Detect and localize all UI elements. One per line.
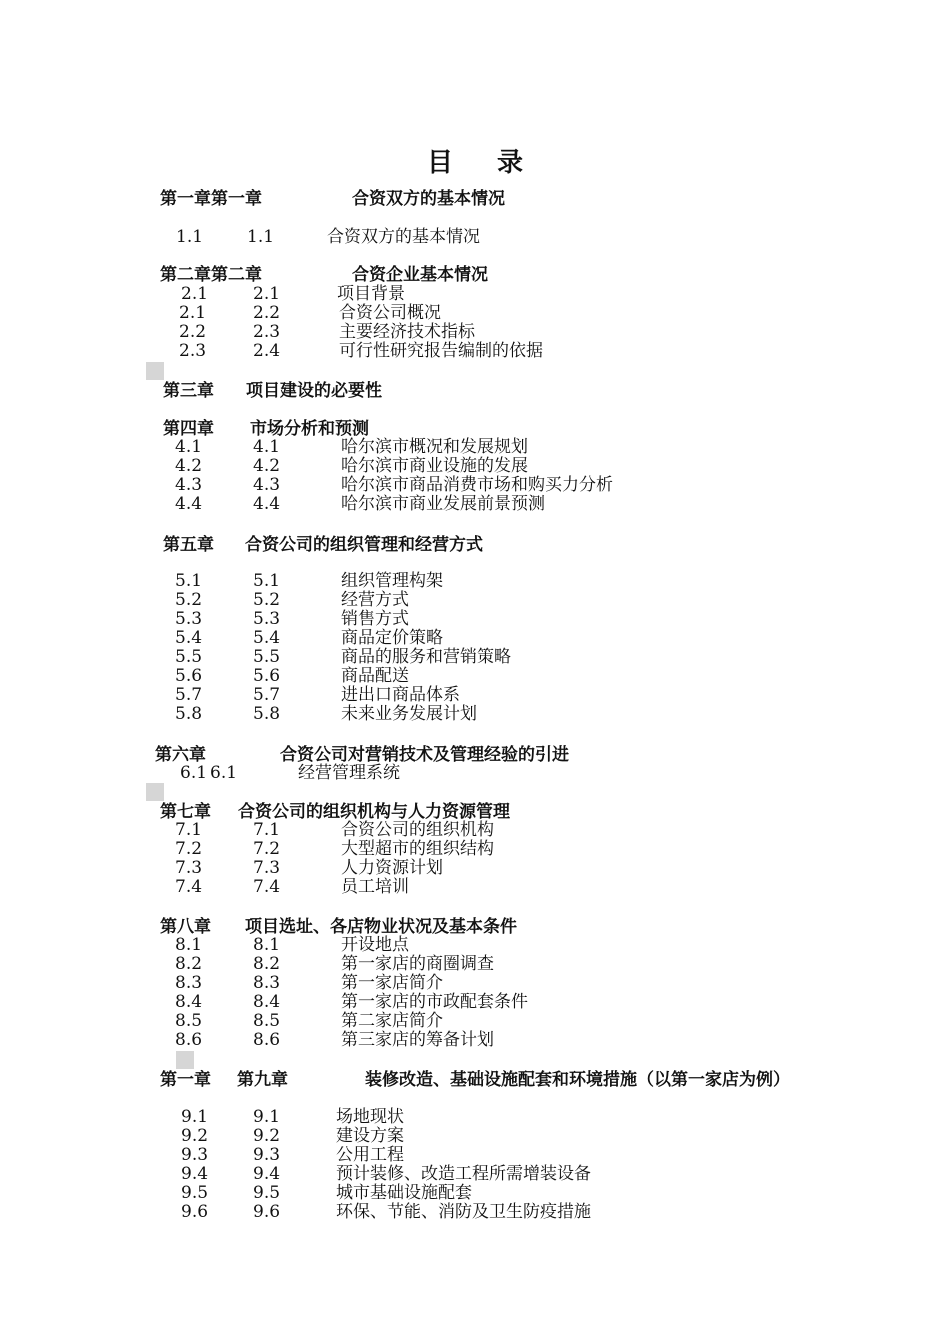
toc-entry: 主要经济技术指标: [339, 322, 475, 342]
chapter-9-title-note: （以第一家店为例）: [637, 1070, 790, 1090]
chapter-9-title: [365, 1070, 790, 1090]
toc-entry: 销售方式: [341, 609, 409, 629]
chapter-9-number: 第九章: [237, 1070, 288, 1090]
toc-number: 4.3: [253, 475, 281, 495]
toc-number: 2.4: [253, 341, 281, 361]
toc-number: 1.1: [176, 227, 204, 247]
toc-entry: 城市基础设施配套: [336, 1183, 472, 1203]
toc-number: 5.2: [175, 590, 203, 610]
toc-number: 9.5: [181, 1183, 209, 1203]
toc-number: 8.3: [253, 973, 281, 993]
chapter-1-number: 第一章第一章: [160, 189, 262, 209]
toc-entry: 哈尔滨市商品消费市场和购买力分析: [341, 475, 613, 495]
toc-number: 9.3: [253, 1145, 281, 1165]
toc-number: 4.2: [175, 456, 203, 476]
toc-entry: 商品的服务和营销策略: [341, 647, 511, 667]
toc-number: 2.3: [253, 322, 281, 342]
toc-number: 8.1: [175, 935, 203, 955]
toc-number: 8.4: [175, 992, 203, 1012]
toc-number: 7.4: [253, 877, 281, 897]
chapter-9-title-main: 装修改造、基础设施配套和环境措施: [365, 1070, 637, 1090]
toc-number: 5.1: [253, 571, 281, 591]
chapter-8-title: 项目选址、各店物业状况及基本条件: [245, 917, 517, 937]
chapter-9-prefix: 第一章: [160, 1070, 211, 1090]
toc-number: 2.1: [179, 303, 207, 323]
gray-marker: [146, 362, 164, 380]
toc-number: 8.6: [175, 1030, 203, 1050]
toc-number: 8.6: [253, 1030, 281, 1050]
chapter-3-title: 项目建设的必要性: [246, 381, 382, 401]
toc-number: 9.6: [181, 1202, 209, 1222]
toc-number: 2.2: [179, 322, 207, 342]
toc-entry: 哈尔滨市商业设施的发展: [341, 456, 528, 476]
toc-number: 9.6: [253, 1202, 281, 1222]
toc-entry: 进出口商品体系: [341, 685, 460, 705]
chapter-2-number: 第二章第二章: [160, 265, 262, 285]
toc-number: 7.2: [175, 839, 203, 859]
toc-number: 5.6: [175, 666, 203, 686]
toc-entry: 人力资源计划: [341, 858, 443, 878]
toc-entry: 大型超市的组织结构: [341, 839, 494, 859]
toc-entry: 开设地点: [341, 935, 409, 955]
toc-entry: 未来业务发展计划: [341, 704, 477, 724]
chapter-1-title: 合资双方的基本情况: [352, 189, 505, 209]
toc-number: 9.4: [253, 1164, 281, 1184]
toc-number: 2.2: [253, 303, 281, 323]
chapter-5-title: 合资公司的组织管理和经营方式: [245, 535, 483, 555]
toc-number: 8.4: [253, 992, 281, 1012]
toc-entry: 公用工程: [336, 1145, 404, 1165]
toc-number: 6.1: [180, 763, 208, 783]
toc-entry: 建设方案: [336, 1126, 404, 1146]
gray-marker: [176, 1051, 194, 1069]
chapter-6-title: 合资公司对营销技术及管理经验的引进: [280, 745, 569, 765]
toc-number: 9.5: [253, 1183, 281, 1203]
toc-number: 9.2: [253, 1126, 281, 1146]
toc-number: 5.2: [253, 590, 281, 610]
toc-entry: 环保、节能、消防及卫生防疫措施: [336, 1202, 591, 1222]
toc-entry: 哈尔滨市商业发展前景预测: [341, 494, 545, 514]
toc-number: 5.7: [253, 685, 281, 705]
toc-number: 8.2: [175, 954, 203, 974]
toc-number: 4.1: [175, 437, 203, 457]
toc-entry: 项目背景: [337, 284, 405, 304]
title-char-2: 录: [497, 148, 524, 178]
toc-number: 8.1: [253, 935, 281, 955]
toc-entry: 第一家店的商圈调查: [341, 954, 494, 974]
toc-number: 5.3: [253, 609, 281, 629]
toc-entry: 第一家店简介: [341, 973, 443, 993]
toc-entry: 哈尔滨市概况和发展规划: [341, 437, 528, 457]
toc-number: 4.4: [253, 494, 281, 514]
page-title: [0, 142, 950, 179]
toc-entry: 经营方式: [341, 590, 409, 610]
toc-number: 7.1: [253, 820, 281, 840]
gray-marker: [146, 783, 164, 801]
toc-number: 6.1: [210, 763, 238, 783]
toc-number: 5.8: [175, 704, 203, 724]
toc-number: 4.3: [175, 475, 203, 495]
chapter-5-number: 第五章: [163, 535, 214, 555]
toc-number: 8.3: [175, 973, 203, 993]
toc-number: 5.3: [175, 609, 203, 629]
toc-number: 9.3: [181, 1145, 209, 1165]
toc-entry: 经营管理系统: [298, 763, 400, 783]
toc-number: 5.5: [175, 647, 203, 667]
toc-number: 4.1: [253, 437, 281, 457]
chapter-7-number: 第七章: [160, 802, 211, 822]
toc-entry: 第一家店的市政配套条件: [341, 992, 528, 1012]
toc-entry: 员工培训: [341, 877, 409, 897]
toc-entry: 商品配送: [341, 666, 409, 686]
toc-number: 7.2: [253, 839, 281, 859]
toc-entry: 场地现状: [336, 1107, 404, 1127]
toc-entry: 合资双方的基本情况: [327, 227, 480, 247]
toc-number: 9.1: [253, 1107, 281, 1127]
toc-number: 7.3: [175, 858, 203, 878]
toc-entry: 第三家店的筹备计划: [341, 1030, 494, 1050]
toc-number: 9.4: [181, 1164, 209, 1184]
toc-number: 9.1: [181, 1107, 209, 1127]
toc-number: 2.3: [179, 341, 207, 361]
toc-number: 5.5: [253, 647, 281, 667]
toc-entry: 合资公司概况: [339, 303, 441, 323]
chapter-4-title: 市场分析和预测: [250, 419, 369, 439]
toc-number: 7.1: [175, 820, 203, 840]
toc-number: 4.2: [253, 456, 281, 476]
toc-entry: 商品定价策略: [341, 628, 443, 648]
toc-number: 5.8: [253, 704, 281, 724]
toc-number: 8.5: [253, 1011, 281, 1031]
toc-number: 5.7: [175, 685, 203, 705]
toc-entry: 预计装修、改造工程所需增装设备: [336, 1164, 591, 1184]
toc-number: 8.2: [253, 954, 281, 974]
chapter-6-number: 第六章: [155, 745, 206, 765]
title-char-1: 目: [426, 148, 453, 178]
toc-number: 1.1: [247, 227, 275, 247]
chapter-8-number: 第八章: [160, 917, 211, 937]
toc-number: 7.3: [253, 858, 281, 878]
toc-entry: 可行性研究报告编制的依据: [339, 341, 543, 361]
toc-number: 4.4: [175, 494, 203, 514]
toc-number: 5.6: [253, 666, 281, 686]
toc-entry: 组织管理构架: [341, 571, 443, 591]
toc-number: 5.4: [253, 628, 281, 648]
toc-number: 5.4: [175, 628, 203, 648]
toc-entry: 第二家店简介: [341, 1011, 443, 1031]
chapter-3-number: 第三章: [163, 381, 214, 401]
toc-number: 5.1: [175, 571, 203, 591]
chapter-2-title: 合资企业基本情况: [352, 265, 488, 285]
toc-number: 8.5: [175, 1011, 203, 1031]
chapter-4-number: 第四章: [163, 419, 214, 439]
toc-entry: 合资公司的组织机构: [341, 820, 494, 840]
chapter-7-title: 合资公司的组织机构与人力资源管理: [238, 802, 510, 822]
toc-number: 7.4: [175, 877, 203, 897]
toc-number: 9.2: [181, 1126, 209, 1146]
toc-number: 2.1: [181, 284, 209, 304]
toc-number: 2.1: [253, 284, 281, 304]
